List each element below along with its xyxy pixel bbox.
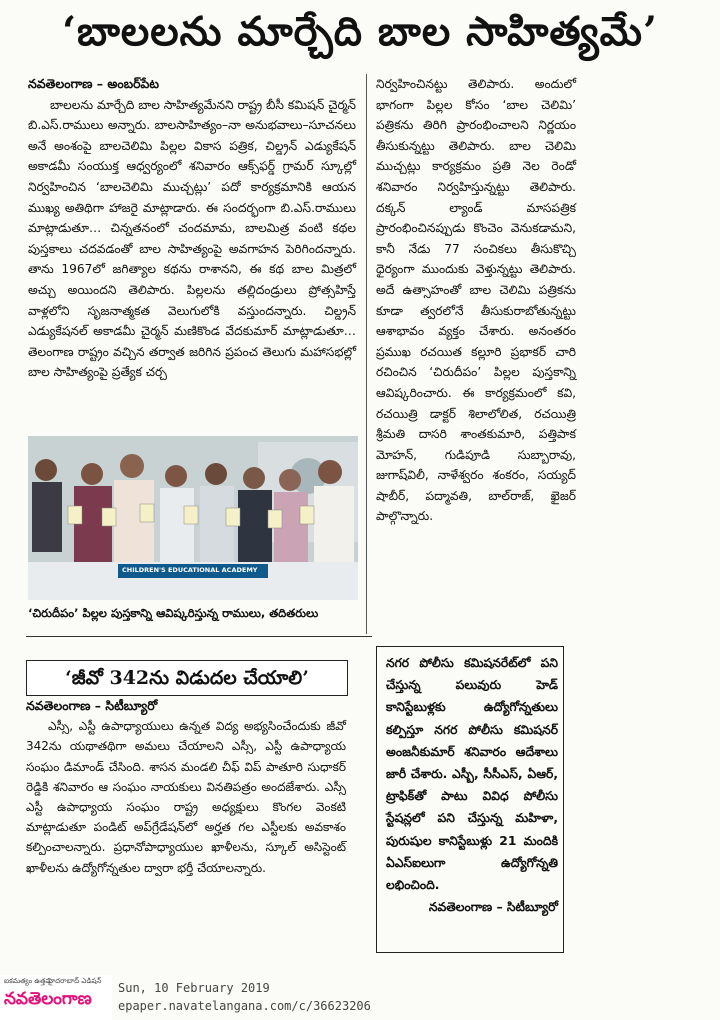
event-photo (28, 436, 358, 600)
article1-paragraph: బాలలను మార్చేది బాల సాహిత్యమేనని రాష్ట్ర బీసీ కమిషన్ చైర్మన్ బి.ఎస్.రాములు అన్నారు. బాలసాహిత్యం–నా అనుభవాలు–సూచనలు అనే అంశంపై బాలచెలిమి పిల్లల వికాస పత్రిక, చిల్డ్రన్ ఎడ్యుకేషన్ అకాడమీ సంయుక్త ఆధ్వర్యంలో శనివారం ఆక్స్‌ఫర్డ్ గ్రామర్ స్కూల్లో నిర్వహించిన ‘బాలచెలిమి ముచ్చట్లు’ పదో కార్యక్రమానికి ఆయన ముఖ్య అతిథిగా హాజరై మాట్లాడారు. ఈ సందర్భంగా బి.ఎస్.రాములు మాట్లాడుతూ… చిన్నతనంలో చందమామ, బాలమిత్ర వంటి కథల పుస్తకాలు చదవడంతో బాల సాహిత్యంపై అవగాహన పెరిగిందన్నారు. తాను 1967లో జగిత్యాల కథను రాశానని, ఈ కథ బాల మిత్రలో అచ్చు అయిందని తెలిపారు. పిల్లలను తల్లిదండ్రులు ప్రోత్సహిస్తే వాళ్లలోని సృజనాత్మకత వెలుగులోకి వస్తుందన్నారు. చిల్డ్రన్ ఎడ్యుకేషనల్ అకాడమీ చైర్మన్ మణికొండ వేదకుమార్ మాట్లాడుతూ… తెలంగాణ రాష్ట్రం వచ్చిన తర్వాత జరిగిన ప్రపంచ తెలుగు మహాసభల్లో బాల సాహిత్యంపై ప్రత్యేక చర్చ (28, 97, 356, 380)
article2-byline: నవతెలంగాణ – సిటీబ్యూరో (26, 698, 158, 713)
section-divider (26, 636, 372, 637)
logo-tagline-right: హైదరాబాద్ ఎడిషన్ (48, 977, 102, 985)
footer (0, 975, 720, 1020)
article3-paragraph: నగర పోలీసు కమిషనరేట్‌లో పని చేస్తున్న పలువురు హెడ్ కానిస్టేబుళ్లకు ఉద్యోగోన్నతులు కల్పిస్తూ నగర పోలీసు కమిషనర్ అంజనీకుమార్ శనివారం ఆదేశాలు జారీ చేశారు. ఎస్బీ, సీసీఎస్, ఏఆర్, ట్రాఫిక్‌తో పాటు వివిధ పోలీసు స్టేషన్లలో పని చేస్తున్న మహిళా, పురుషుల కానిస్టేబుళ్లు 21 మందికి ఏఎస్ఐలుగా ఉద్యోగోన్నతి లభించింది. (386, 656, 558, 893)
logo-tagline-left: ఐకమత్యం ఉత్తమ (4, 977, 53, 985)
article3-column (386, 652, 558, 918)
article1-paragraph: నిర్వహించినట్టు తెలిపారు. అందులో భాగంగా పిల్లల కోసం ‘బాల చెలిమి’ పత్రికను తిరిగి ప్రారంభించాలని నిర్ణయం తీసుకున్నట్టు తెలిపారు. బాల చెలిమి ముచ్చట్లు కార్యక్రమం ప్రతి నెల రెండో శనివారం నిర్వహిస్తున్నట్టు తెలిపారు. దక్కన్ ల్యాండ్ మాసపత్రిక ప్రారంభించినప్పుడు కొంచెం వెనుకడామని, కానీ నేడు 77 సంచికలు తీసుకొచ్చి ధైర్యంగా ముందుకు వెళ్తున్నట్టు తెలిపారు. అదే ఉత్సాహంతో బాల చెలిమి పత్రికను కూడా త్వరలోనే తీసుకురాబోతున్నట్టు ఆశాభావం వ్యక్తం చేశారు. అనంతరం ప్రముఖ రచయిత కల్లూరి ప్రభాకర్ చారి రచించిన ‘చిరుదీపం’ పిల్లల పుస్తకాన్ని ఆవిష్కరించారు. ఈ కార్యక్రమంలో కవి, రచయిత్రి డాక్టర్ శిలాలోలిత, రచయిత్రి శ్రీమతి దాసరి శాంతకుమారి, పత్తిపాక మోహన్, గుడిపూడి సుబ్బారావు, జుగాష్‌విలీ, నాళేశ్వరం శంకరం, సయ్యద్ షాబీర్, పద్మావతి, బాల్‌రాజ్, ఖైజర్ పాల్గొన్నారు. (376, 77, 576, 524)
article1-byline: నవతెలంగాణ – అంబర్‌పేట (28, 76, 160, 91)
newspaper-logo[interactable] (0, 975, 112, 1020)
edition-date: Sun, 10 February 2019 (118, 981, 270, 995)
article2-paragraph: ఎస్సీ, ఎస్టీ ఉపాధ్యాయులు ఉన్నత విద్య అభ్యసించేందుకు జీవో 342ను యథాతథిగా అమలు చేయాలని ఎస్సీ, ఎస్టీ ఉపాధ్యాయ సంఘం డిమాండ్ చేసింది. శాసన మండలి చీఫ్ విప్ పాతూరి సుధాకర్ రెడ్డికి శనివారం ఆ సంఘం నాయకులు వినతిపత్రం అందజేశారు. ఎస్సీ ఎస్టీ ఉపాధ్యాయ సంఘం రాష్ట్ర అధ్యక్షులు కొంగల వెంకటి మాట్లాడుతూ పండిట్ అప్‌గ్రేడేషన్‌లో అర్హత గల ఎస్టీలకు అవకాశం కల్పించాలన్నారు. ప్రధానోపాధ్యాయుల ఖాళీలను, స్కూల్ అసిస్టెంట్ ఖాళీలను ఉద్యోగోన్నతుల ద్వారా భర్తీ చేయాలన్నారు. (26, 719, 346, 875)
article3-byline: నవతెలంగాణ – సిటీబ్యూరో (428, 900, 558, 915)
logo-brand: నవతెలంగాణ (4, 989, 92, 1009)
article1-left-column (28, 74, 356, 383)
column-divider (366, 74, 367, 634)
article2-column (26, 696, 346, 878)
article1-right-column (376, 74, 576, 527)
event-photo-illustration (28, 436, 358, 600)
banner-text: CHILDREN'S EDUCATIONAL ACADEMY (122, 566, 258, 574)
photo-caption: ‘చిరుదీపం’ పిల్లల పుస్తకాన్ని ఆవిష్కరిస్తున్న రాములు, తదితరులు (28, 606, 319, 620)
headline: ‘బాలలను మార్చేది బాల సాహిత్యమే’ (62, 8, 658, 55)
article2-headline: ‘జీవో 342ను విడుదల చేయాలి’ (26, 660, 348, 696)
epaper-url[interactable]: epaper.navatelangana.com/c/36623206 (118, 999, 371, 1013)
